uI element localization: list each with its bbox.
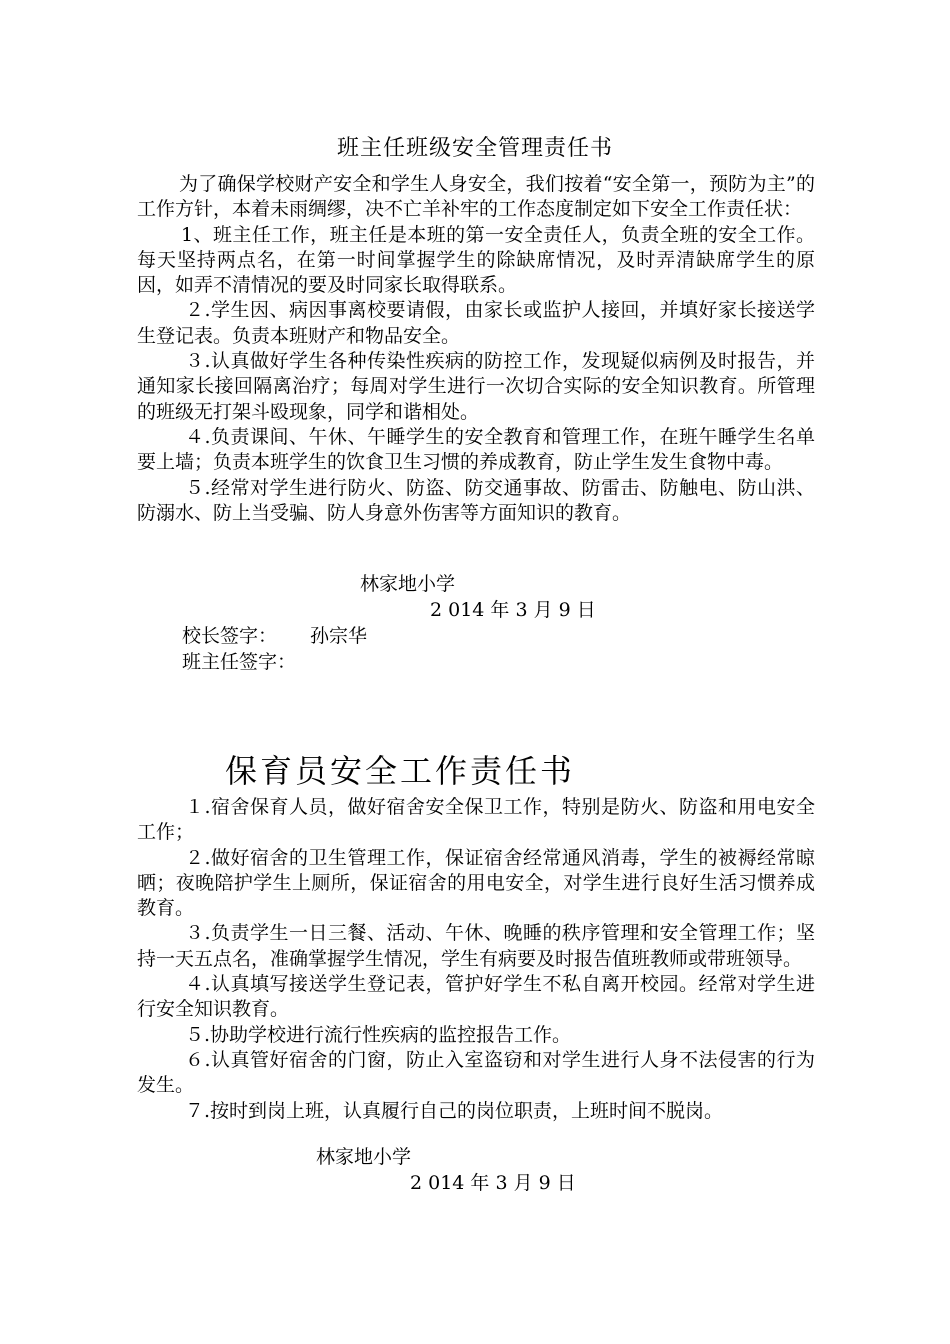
clause-1: 1、班主任工作，班主任是本班的第一安全责任人，负责全班的安全工作。每天坚持两点名，在第一时间掌握学生的除缺席情况，及时弄清缺席学生的原因，如弄不清情况的要及时同家长取得联系。 xyxy=(137,223,815,297)
intro-paragraph: 为了确保学校财产安全和学生人身安全，我们按着“安全第一，预防为主”的工作方针，本着未雨绸缪，决不亡羊补牢的工作态度制定如下安全工作责任状： xyxy=(137,173,815,221)
caretaker-school-name: 林家地小学 xyxy=(316,1146,412,1168)
caretaker-clause-1: １.宿舍保育人员，做好宿舍安全保卫工作，特别是防火、防盗和用电安全工作； xyxy=(137,796,815,844)
caretaker-clause-3: ３.负责学生一日三餐、活动、午休、晚睡的秩序管理和安全管理工作；坚持一天五点名，准确掌握学生情况，学生有病要及时报告值班教师或带班领导。 xyxy=(137,922,815,970)
clause-4: ４.负责课间、午休、午睡学生的安全教育和管理工作，在班午睡学生名单要上墙；负责本班学生的饮食卫生习惯的养成教育，防止学生发生食物中毒。 xyxy=(137,425,815,474)
caretaker-clause-5: ５.协助学校进行流行性疾病的监控报告工作。 xyxy=(185,1023,572,1046)
class-teacher-responsibility-title: 班主任班级安全管理责任书 xyxy=(336,136,613,161)
clause-2: ２.学生因、病因事离校要请假，由家长或监护人接回，并填好家长接送学生登记表。负责本班财产和物品安全。 xyxy=(137,299,815,347)
school-name: 林家地小学 xyxy=(360,573,456,595)
principal-signature-name: 孙宗华 xyxy=(310,625,368,647)
caretaker-clause-6: ６.认真管好宿舍的门窗，防止入室盗窃和对学生进行人身不法侵害的行为发生。 xyxy=(137,1048,815,1097)
caretaker-clause-7: ７.按时到岗上班，认真履行自己的岗位职责，上班时间不脱岗。 xyxy=(185,1099,724,1122)
sign-date: 2 014 年 3 月 9 日 xyxy=(430,599,596,621)
caretaker-clause-2: ２.做好宿舍的卫生管理工作，保证宿舍经常通风消毒，学生的被褥经常晾晒；夜晚陪护学生上厕所，保证宿舍的用电安全，对学生进行良好生活习惯养成教育。 xyxy=(137,846,815,920)
class-teacher-responsibility-body xyxy=(137,172,815,526)
caretaker-sign-date: 2 014 年 3 月 9 日 xyxy=(410,1172,576,1194)
principal-signature-label: 校长签字： xyxy=(182,625,278,647)
caretaker-clause-4: ４.认真填写接送学生登记表，管护好学生不私自离开校园。经常对学生进行安全知识教育。 xyxy=(137,973,815,1021)
caretaker-responsibility-title: 保育员安全工作责任书 xyxy=(225,752,576,790)
clause-3: ３.认真做好学生各种传染性疾病的防控工作，发现疑似病例及时报告，并通知家长接回隔离治疗；每周对学生进行一次切合实际的安全知识教育。所管理的班级无打架斗殴现象，同学和谐相处。 xyxy=(137,350,815,423)
clause-5: ５.经常对学生进行防火、防盗、防交通事故、防雷击、防触电、防山洪、防溺水、防上当受骗、防人身意外伤害等方面知识的教育。 xyxy=(137,476,815,524)
class-teacher-signature-label: 班主任签字： xyxy=(182,651,297,673)
caretaker-responsibility-body xyxy=(137,795,815,1124)
